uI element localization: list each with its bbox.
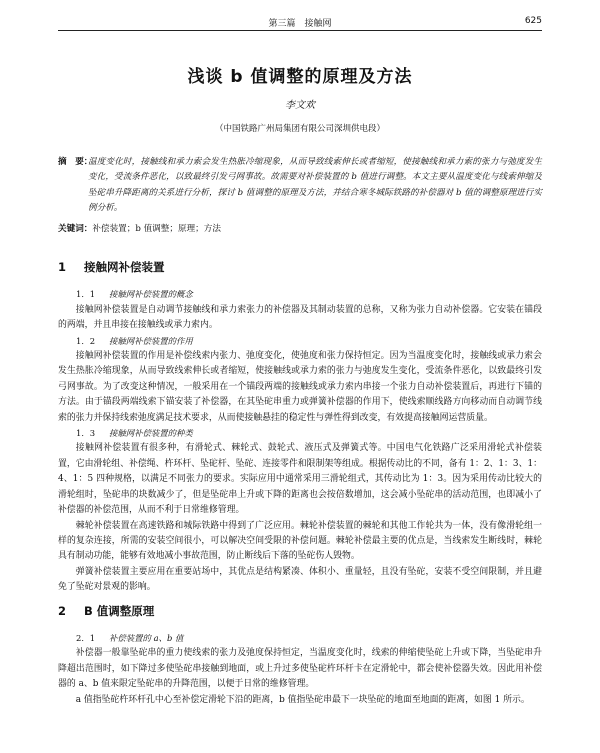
author: 李文欢 xyxy=(285,100,315,111)
subsection-title: 接触网补偿装置的作用 xyxy=(109,335,193,346)
section-title: B 值调整原理 xyxy=(84,603,155,618)
subsection-heading xyxy=(76,334,542,349)
subsection-title: 补偿装置的 a、b 值 xyxy=(109,632,184,643)
paragraph: a 值指坠砣杵环杆孔中心至补偿定滑轮下沿的距离，b 值指坠砣串最下一块坠砣的地面至地面的距离，如图 1 所示。 xyxy=(75,694,530,705)
subsection-heading xyxy=(76,287,542,302)
section-number: 1 xyxy=(58,260,67,274)
keywords-text: 补偿装置；b 值调整；原理；方法 xyxy=(92,224,221,234)
subsection-title: 接触网补偿装置的种类 xyxy=(109,428,193,439)
chapter-label: 第三篇 接触网 xyxy=(268,19,332,29)
page-number: 625 xyxy=(524,16,542,26)
subsection-number: 1．1 xyxy=(76,289,96,300)
running-header xyxy=(58,16,542,31)
subsection-title: 接触网补偿装置的概念 xyxy=(109,289,193,300)
subsection-heading xyxy=(76,426,542,441)
affiliation: （中国铁路广州局集团有限公司深圳供电段） xyxy=(214,124,385,134)
abstract xyxy=(58,155,542,217)
section-heading xyxy=(58,260,542,275)
abstract-text: 温度变化时，接触线和承力索会发生热胀冷缩现象，从而导致线索伸长或者缩短，使接触线和承力索的张力与弛度发生变化，受流条件恶化，以致最终引发弓网事故。故需要对补偿装置的 b 值进行调整。本文主要从温度变化与线索伸缩及坠砣串升降距离的关系进行分析，探讨 b 值调整的原理及方法，并结合寒冬城际铁路的补偿器对 b 值的调整原理进行实例分析。 xyxy=(88,157,542,214)
section-heading xyxy=(58,604,542,619)
keywords xyxy=(58,222,542,236)
subsection-number: 2．1 xyxy=(76,632,96,643)
paragraph: 棘轮补偿装置在高速铁路和城际铁路中得到了广泛应用。棘轮补偿装置的棘轮和其他工作轮共为一体，没有像滑轮组一样的复杂连接，所需的安装空间很小，可以解决空间受限的补偿问题。棘轮补偿最主要的优点是，当线索发生断线时，棘轮具有制动功能，能够有效地减小事故范围，防止断线后下落的坠砣伤人毁物。 xyxy=(58,520,542,562)
section-number: 2 xyxy=(58,603,67,618)
paragraph: 接触网补偿装置有很多种，有滑轮式、棘轮式、鼓轮式、液压式及弹簧式等。中国电气化铁路广泛采用滑轮式补偿装置，它由滑轮组、补偿绳、杵环杆、坠砣杆、坠砣、连接零件和限制架等组成。根据传动比的不同，备有 1：2、1：3、1：4、1：5 四种规格，以满足不同张力的要求。实际应用中通常采用三滑轮组式，其传动比为 1：3。因为采用传动比较大的滑轮组时，坠砣串的块数减少了，但是坠砣串上升或下降的距离也会按倍数增加，这会减小坠砣串的活动范围，也即减小了补偿器的补偿范围，从而不利于日常维修管理。 xyxy=(58,443,542,516)
abstract-label: 摘 要： xyxy=(58,157,93,167)
subsection-number: 1．2 xyxy=(76,335,96,346)
body-text xyxy=(58,254,542,708)
subsection-number: 1．3 xyxy=(76,428,96,439)
section-title: 接触网补偿装置 xyxy=(84,260,165,274)
paragraph: 接触网补偿装置是自动调节接触线和承力索张力的补偿器及其制动装置的总称，又称为张力自动补偿器。它安装在锚段的两端，并且串接在接触线或承力索内。 xyxy=(58,304,542,331)
paragraph: 补偿器一般靠坠砣串的重力使线索的张力及弛度保持恒定，当温度变化时，线索的伸缩使坠砣上升或下降，当坠砣串升降超出范围时，如下降过多使坠砣串接触到地面，或上升过多使坠砣杵环杆卡在定滑轮中，都会使补偿器失效。因此用补偿器的 a、b 值来限定坠砣串的升降范围，以便于日常的维修管理。 xyxy=(58,648,542,690)
keywords-label: 关键词： xyxy=(58,224,93,234)
paper-title: 浅谈 b 值调整的原理及方法 xyxy=(187,67,413,87)
paragraph: 弹簧补偿装置主要应用在重要站场中，其优点是结构紧凑、体积小、重量轻，且没有坠砣，安装不受空间限制，并且避免了坠砣对景观的影响。 xyxy=(58,566,542,593)
subsection-heading xyxy=(76,631,542,646)
paragraph: 接触网补偿装置的作用是补偿线索内张力、弛度变化，使弛度和张力保持恒定。因为当温度变化时，接触线或承力索会发生热胀冷缩现象，从而导致线索伸长或者缩短，使接触线或承力索的张力与弛度发生变化，受流条件恶化，以致最终引发弓网事故。为了改变这种情况，一般采用在一个锚段两端的接触线或承力索内串接一个张力自动补偿装置后，再进行下锚的方法。由于锚段两端线索下锚安装了补偿器，在其坠砣串重力或弹簧补偿器的作用下，使线索顺线路方向移动而自动调节线索的张力并保持线索弛度满足技术要求，从而使接触悬挂的稳定性与弹性得到改变，有效提高接触网运营质量。 xyxy=(58,351,542,423)
